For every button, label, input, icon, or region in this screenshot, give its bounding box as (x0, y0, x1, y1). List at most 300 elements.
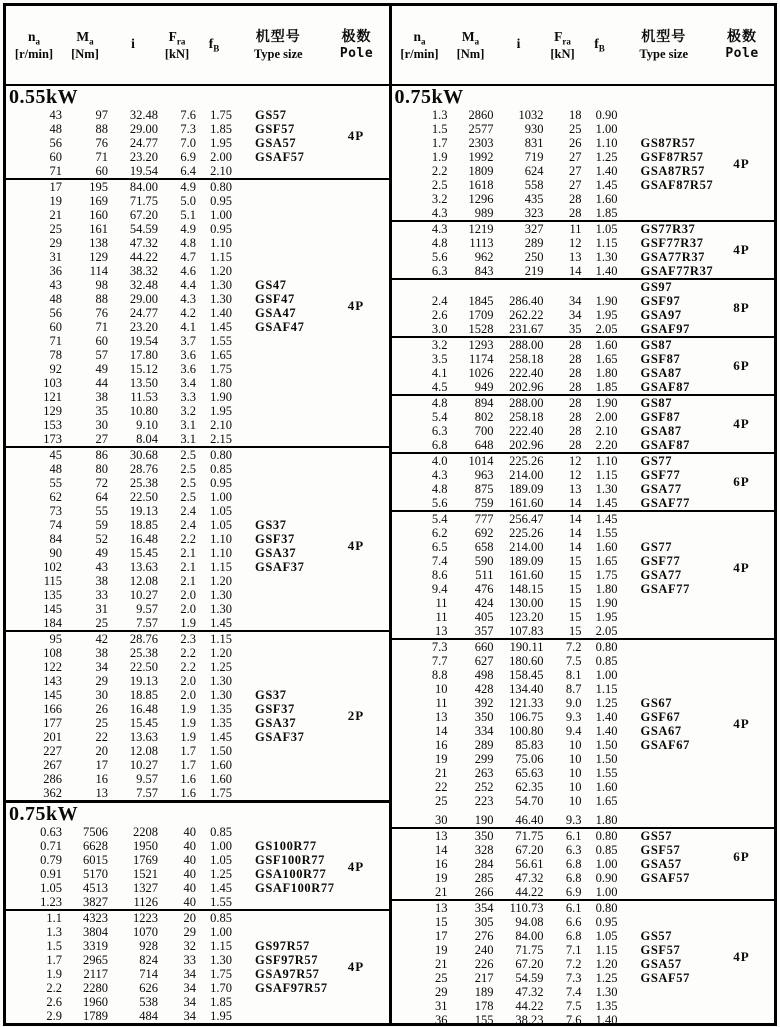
value-cell: 0.80 (595, 829, 618, 843)
value-cell: 1.15 (210, 632, 232, 646)
value-cell: 2577 (468, 122, 494, 136)
value-cell: 0.80 (595, 640, 618, 654)
model-name: GSAF87 (640, 380, 690, 394)
value-cell: 0.85 (210, 825, 232, 839)
model-name: GSA77 (640, 568, 682, 582)
table-row (6, 320, 389, 334)
value-cell: 258.18 (509, 352, 544, 366)
table-row (6, 476, 389, 490)
value-cell: 6.1 (565, 829, 582, 843)
value-cell: 258.18 (509, 410, 544, 424)
value-cell: 94.08 (515, 915, 544, 929)
value-cell: 0.90 (595, 871, 618, 885)
gear-block (392, 510, 775, 638)
value-cell: 20 (95, 744, 108, 758)
table-row (392, 901, 775, 915)
value-cell: 40 (183, 867, 196, 881)
value-cell: 1.7 (46, 953, 62, 967)
value-cell: 177 (43, 716, 62, 730)
value-cell: 78 (49, 348, 62, 362)
col-header-type-size: 机型号 Type size (253, 28, 303, 62)
value-cell: 1.23 (40, 895, 62, 909)
value-cell: 9.3 (565, 710, 582, 724)
value-cell: 5.0 (180, 194, 196, 208)
value-cell: 9.4 (565, 724, 582, 738)
model-name: GSA57 (255, 136, 297, 150)
value-cell: 1.9 (180, 730, 196, 744)
value-cell: 1.9 (180, 616, 196, 630)
value-cell: 84.00 (515, 929, 544, 943)
value-cell: 44.22 (129, 250, 158, 264)
value-cell: 276 (474, 929, 494, 943)
value-cell: 225.26 (509, 454, 544, 468)
value-cell: 256.47 (509, 512, 544, 526)
col-header-pole: 极数 Pole (339, 27, 374, 62)
model-list (641, 540, 690, 596)
value-cell: 1.50 (595, 738, 618, 752)
value-cell: 6.6 (565, 915, 582, 929)
value-cell: 3319 (83, 939, 108, 953)
table-row (392, 582, 775, 596)
value-cell: 14 (569, 540, 582, 554)
value-cell: 19.54 (129, 334, 158, 348)
table-row (6, 180, 389, 194)
value-cell: 1.95 (595, 610, 618, 624)
value-cell: 658 (474, 540, 494, 554)
value-cell: 1.75 (210, 786, 232, 800)
model-name: GSA97 (640, 308, 682, 322)
value-cell: 27 (569, 178, 582, 192)
value-cell: 56 (49, 306, 62, 320)
model-list (641, 696, 690, 752)
table-row (392, 610, 775, 624)
value-cell: 4.8 (431, 482, 448, 496)
gear-block (392, 394, 775, 452)
value-cell: 3.2 (431, 192, 448, 206)
value-cell: 1809 (468, 164, 494, 178)
model-name: GSA57 (640, 857, 682, 871)
value-cell: 824 (139, 953, 158, 967)
model-name: GSAF57 (255, 150, 305, 164)
value-cell: 2.05 (595, 322, 618, 336)
value-cell: 108 (43, 646, 62, 660)
value-cell: 15.45 (129, 546, 158, 560)
value-cell: 6.9 (565, 885, 582, 899)
value-cell: 1.7 (431, 136, 448, 150)
pole-label: 4P (733, 416, 750, 431)
value-cell: 1.95 (210, 136, 232, 150)
value-cell: 180.60 (509, 654, 544, 668)
value-cell: 173 (43, 432, 62, 446)
model-name: GSF47 (255, 292, 295, 306)
model-list (641, 136, 714, 192)
value-cell: 100.80 (509, 724, 544, 738)
value-cell: 73 (49, 504, 62, 518)
value-cell: 6.8 (565, 929, 582, 943)
value-cell: 1.85 (595, 380, 618, 394)
value-cell: 1.35 (210, 716, 232, 730)
value-cell: 962 (474, 250, 494, 264)
value-cell: 843 (474, 264, 494, 278)
value-cell: 1.20 (210, 574, 232, 588)
value-cell: 1.35 (210, 702, 232, 716)
value-cell: 106.75 (509, 710, 544, 724)
value-cell: 19.13 (129, 504, 158, 518)
value-cell: 62.35 (515, 780, 544, 794)
value-cell: 30 (95, 688, 108, 702)
table-row (392, 454, 775, 468)
table-row (6, 616, 389, 630)
value-cell: 777 (474, 512, 494, 526)
model-list (255, 939, 328, 995)
value-cell: 1.60 (595, 780, 618, 794)
value-cell: 17 (435, 929, 448, 943)
table-row (392, 766, 775, 780)
value-cell: 7.57 (136, 616, 158, 630)
model-name: GSF77 (640, 554, 681, 568)
value-cell: 71 (95, 320, 108, 334)
value-cell: 6628 (83, 839, 108, 853)
value-cell: 963 (474, 468, 494, 482)
model-name: GS97R57 (255, 939, 310, 953)
gear-block (392, 899, 775, 1027)
value-cell: 7.6 (565, 1013, 582, 1027)
value-cell: 1.85 (595, 206, 618, 220)
value-cell: 4513 (83, 881, 108, 895)
value-cell: 28 (569, 424, 582, 438)
value-cell: 16 (95, 772, 108, 786)
value-cell: 1.6 (180, 772, 196, 786)
value-cell: 67.20 (515, 957, 544, 971)
value-cell: 38.32 (129, 264, 158, 278)
value-cell: 74 (49, 518, 62, 532)
value-cell: 9.10 (136, 418, 158, 432)
col-header-pole: 极数 Pole (725, 27, 759, 62)
value-cell: 1.65 (210, 348, 232, 362)
value-cell: 38 (95, 574, 108, 588)
panel-body (6, 86, 389, 1023)
value-cell: 1.10 (210, 546, 232, 560)
value-cell: 7.1 (565, 943, 582, 957)
value-cell: 1.7 (180, 758, 196, 772)
value-cell: 7.5 (565, 999, 582, 1013)
model-list (641, 338, 690, 394)
table-row (392, 668, 775, 682)
value-cell: 1.7 (180, 744, 196, 758)
value-cell: 4.8 (431, 396, 448, 410)
value-cell: 4.9 (180, 222, 196, 236)
value-cell: 45 (49, 448, 62, 462)
value-cell: 1.75 (210, 108, 232, 122)
value-cell: 1.05 (210, 504, 232, 518)
model-list (255, 688, 304, 744)
value-cell: 12 (569, 454, 582, 468)
value-cell: 1.85 (210, 995, 232, 1009)
value-cell: 103 (43, 376, 62, 390)
value-cell: 21 (49, 208, 62, 222)
value-cell: 110.73 (509, 901, 544, 915)
table-row (6, 278, 389, 292)
value-cell: 28 (569, 410, 582, 424)
value-cell: 33 (95, 588, 108, 602)
value-cell: 11 (569, 222, 582, 236)
value-cell: 12 (569, 468, 582, 482)
value-cell (448, 280, 494, 294)
value-cell: 3.1 (180, 418, 196, 432)
value-cell: 8.6 (431, 568, 448, 582)
value-cell: 15 (569, 596, 582, 610)
value-cell: 48 (49, 462, 62, 476)
col-header-radial-force: $F_{ra}$ [kN] (164, 28, 190, 61)
model-name: GSAF77 (640, 582, 690, 596)
model-name: GSAF47 (255, 320, 305, 334)
value-cell: 60 (95, 334, 108, 348)
value-cell: 3.3 (180, 390, 196, 404)
value-cell: 64 (95, 490, 108, 504)
value-cell: 23.20 (129, 150, 158, 164)
table-row (392, 929, 775, 943)
value-cell: 11 (435, 696, 448, 710)
model-name: GS57 (255, 108, 287, 122)
panel-left (6, 6, 389, 1023)
value-cell: 11 (435, 610, 448, 624)
value-cell: 6.5 (431, 540, 448, 554)
model-list (641, 454, 690, 510)
table-row (6, 660, 389, 674)
value-cell: 44 (95, 376, 108, 390)
value-cell: 7.4 (565, 985, 582, 999)
value-cell: 3.5 (431, 352, 448, 366)
value-cell: 15.45 (129, 716, 158, 730)
model-name: GSF97 (640, 294, 681, 308)
value-cell: 2.2 (180, 532, 196, 546)
pole-label: 4P (733, 156, 750, 171)
value-cell: 38 (95, 390, 108, 404)
value-cell: 289 (474, 738, 494, 752)
table-row (392, 192, 775, 206)
model-name: GS87 (640, 396, 673, 410)
table-row (392, 985, 775, 999)
value-cell: 30 (95, 418, 108, 432)
value-cell: 1070 (133, 925, 158, 939)
value-cell: 286.40 (509, 294, 544, 308)
value-cell: 75.06 (515, 752, 544, 766)
value-cell: 10.27 (129, 758, 158, 772)
value-cell: 498 (474, 668, 494, 682)
value-cell: 1.45 (210, 320, 232, 334)
value-cell: 9.57 (136, 772, 158, 786)
model-name: GSAF37 (255, 730, 305, 744)
value-cell: 25.38 (129, 476, 158, 490)
table-row (392, 640, 775, 654)
value-cell: 28.76 (129, 462, 158, 476)
value-cell: 2.2 (180, 660, 196, 674)
value-cell: 47.32 (515, 985, 544, 999)
value-cell: 35 (569, 322, 582, 336)
value-cell: 23.20 (129, 320, 158, 334)
model-name: GS37 (255, 688, 287, 702)
table-row (6, 588, 389, 602)
value-cell: 22.50 (129, 490, 158, 504)
model-name: GSAF57 (640, 971, 690, 985)
table-row (6, 404, 389, 418)
value-cell: 263 (474, 766, 494, 780)
value-cell: 55 (95, 504, 108, 518)
value-cell: 350 (474, 710, 494, 724)
value-cell: 7.4 (431, 554, 448, 568)
value-cell: 1.55 (210, 895, 232, 909)
value-cell: 0.80 (210, 448, 232, 462)
value-cell: 121 (43, 390, 62, 404)
value-cell: 184 (43, 616, 62, 630)
model-name: GSF37 (255, 702, 295, 716)
value-cell: 6.8 (565, 857, 582, 871)
value-cell: 928 (139, 939, 158, 953)
value-cell: 48 (49, 292, 62, 306)
value-cell: 31 (95, 602, 108, 616)
value-cell: 158.45 (509, 668, 544, 682)
value-cell: 10 (569, 780, 582, 794)
table-row (392, 654, 775, 668)
value-cell: 2.5 (431, 178, 448, 192)
value-cell: 5.6 (431, 496, 448, 510)
value-cell: 1.25 (595, 150, 618, 164)
model-name: GSF77R37 (640, 236, 704, 250)
table-row (6, 448, 389, 462)
value-cell: 4.1 (431, 366, 448, 380)
value-cell: 894 (474, 396, 494, 410)
table-row (392, 682, 775, 696)
value-cell: 1.10 (595, 454, 618, 468)
value-cell: 155 (474, 1013, 494, 1027)
value-cell: 3.2 (180, 404, 196, 418)
value-cell: 19 (435, 943, 448, 957)
value-cell: 1521 (133, 867, 158, 881)
value-cell: 6.8 (565, 871, 582, 885)
value-cell: 10 (569, 766, 582, 780)
value-cell: 1.45 (210, 616, 232, 630)
table-row (6, 194, 389, 208)
value-cell: 67.20 (129, 208, 158, 222)
value-cell: 10.27 (129, 588, 158, 602)
gear-block (392, 827, 775, 899)
table-row (6, 362, 389, 376)
value-cell: 4323 (83, 911, 108, 925)
value-cell: 1.00 (210, 208, 232, 222)
model-name: GSF37 (255, 532, 295, 546)
value-cell: 476 (474, 582, 494, 596)
table-row (6, 925, 389, 939)
value-cell: 161.60 (509, 568, 544, 582)
gear-block (392, 336, 775, 394)
value-cell: 357 (474, 624, 494, 638)
value-cell: 1.25 (210, 867, 232, 881)
value-cell: 266 (474, 885, 494, 899)
col-unit-speed: [r/min] (14, 46, 54, 61)
value-cell: 1.00 (210, 490, 232, 504)
value-cell: 2.6 (431, 308, 448, 322)
value-cell: 25 (435, 794, 448, 808)
value-cell: 195 (89, 180, 108, 194)
value-cell: 1.40 (595, 164, 618, 178)
value-cell: 2.6 (46, 995, 62, 1009)
table-row (6, 250, 389, 264)
model-name: GSF57 (255, 122, 295, 136)
value-cell: 143 (43, 674, 62, 688)
value-cell: 1960 (83, 995, 108, 1009)
value-cell: 3827 (83, 895, 108, 909)
value-cell: 1.05 (40, 881, 62, 895)
value-cell: 52 (95, 532, 108, 546)
value-cell: 759 (474, 496, 494, 510)
gear-block (6, 825, 389, 909)
value-cell: 38.23 (515, 1013, 544, 1027)
power-section (392, 86, 775, 1027)
value-cell: 1.25 (595, 696, 618, 710)
value-cell: 1.20 (595, 957, 618, 971)
value-cell: 1.80 (595, 813, 618, 827)
value-cell: 160 (89, 208, 108, 222)
value-cell: 7.0 (180, 136, 196, 150)
gear-block (6, 630, 389, 800)
value-cell: 16.48 (129, 702, 158, 716)
value-cell: 7.2 (565, 640, 582, 654)
table-row (392, 752, 775, 766)
value-cell: 46.40 (515, 813, 544, 827)
value-cell: 1.60 (595, 540, 618, 554)
value-cell: 1769 (133, 853, 158, 867)
value-cell: 34 (183, 1009, 196, 1023)
value-cell (544, 280, 582, 294)
value-cell: 0.71 (40, 839, 62, 853)
value-cell: 86 (95, 448, 108, 462)
table-row (392, 540, 775, 554)
value-cell: 1.95 (210, 404, 232, 418)
value-cell: 71 (49, 164, 62, 178)
model-name: GS97 (640, 280, 673, 294)
value-cell: 80 (95, 462, 108, 476)
value-cell: 252 (474, 780, 494, 794)
value-cell: 5.6 (431, 250, 448, 264)
value-cell: 9.3 (565, 813, 582, 827)
table-row (6, 376, 389, 390)
value-cell: 60 (49, 150, 62, 164)
table-row (392, 624, 775, 638)
value-cell: 10 (569, 752, 582, 766)
model-list (255, 839, 335, 895)
model-name: GSA57 (640, 957, 682, 971)
value-cell: 2.2 (431, 164, 448, 178)
value-cell: 4.8 (431, 236, 448, 250)
model-name: GSF100R77 (255, 853, 325, 867)
value-cell: 1126 (133, 895, 158, 909)
value-cell: 44.22 (515, 999, 544, 1013)
value-cell: 1.45 (210, 730, 232, 744)
value-cell: 30.68 (129, 448, 158, 462)
value-cell: 4.5 (431, 380, 448, 394)
value-cell: 1.95 (595, 308, 618, 322)
value-cell: 7.6 (180, 108, 196, 122)
value-cell: 0.85 (210, 911, 232, 925)
gear-block (6, 446, 389, 630)
value-cell: 2.5 (180, 476, 196, 490)
value-cell: 2.10 (595, 424, 618, 438)
value-cell: 15 (569, 554, 582, 568)
value-cell: 1950 (133, 839, 158, 853)
value-cell: 4.3 (431, 468, 448, 482)
value-cell: 949 (474, 380, 494, 394)
table-row (6, 688, 389, 702)
